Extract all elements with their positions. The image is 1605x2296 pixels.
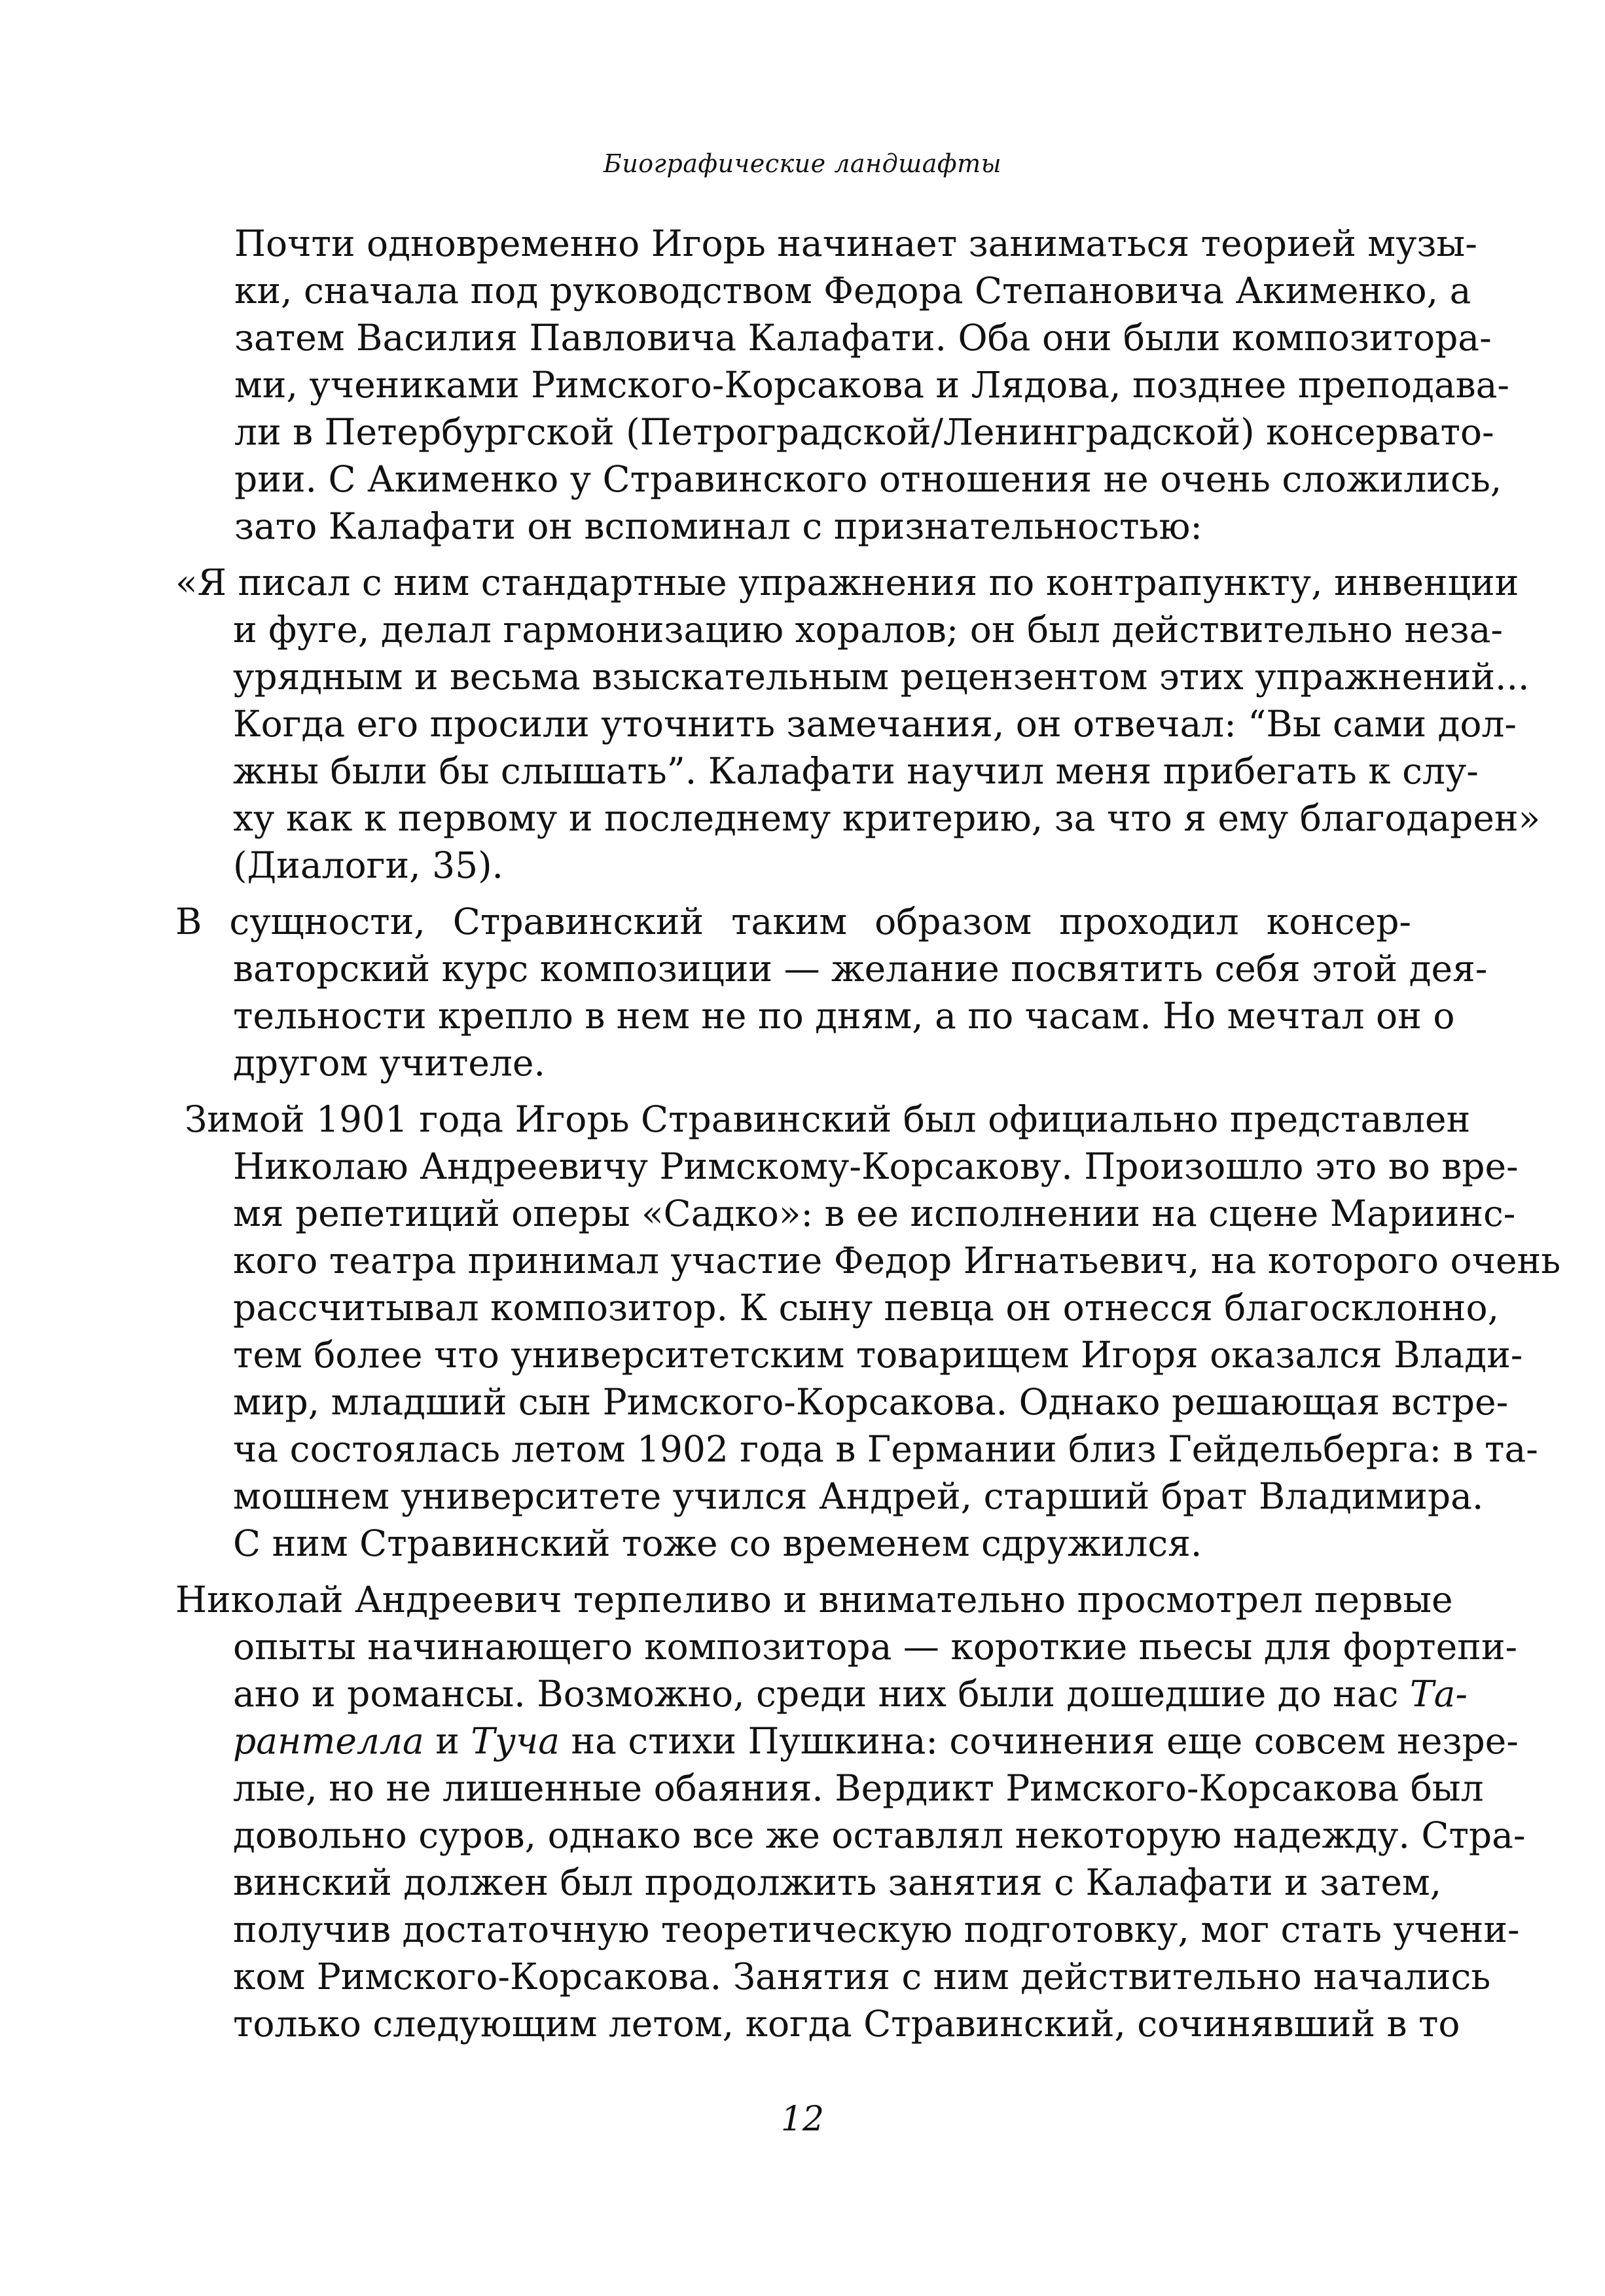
text-line: опыты начинающего композитора — короткие пьесы для фортепи- [233,1626,1518,1668]
text-line: С ним Стравинский тоже со временем сдружился. [233,1522,1202,1564]
text-line: получив достаточную теоретическую подготовку, мог стать учени- [233,1909,1520,1950]
text-line: ваторский курс композиции — желание посвятить себя этой дея- [233,948,1488,990]
paragraph-1 [175,220,1510,550]
text-line: ком Римского-Корсакова. Занятия с ним действительно начались [233,1956,1491,1998]
text-line: (Диалоги, 35). [233,844,504,886]
text-line: мя репетиций оперы «Садко»: в ее исполнении на сцене Мариинс- [233,1193,1516,1234]
text-line: рии. С Акименко у Стравинского отношения не очень сложились, [234,458,1502,500]
text-line: Почти одновременно Игорь начинает заниматься теорией музы- [234,223,1477,264]
text-line: затем Василия Павловича Калафати. Оба они были композитора- [234,317,1492,359]
text-line: Николай Андреевич терпеливо и внимательно просмотрел первые [175,1579,1453,1621]
body-text [175,220,1561,2047]
text-line: рассчитывал композитор. К сыну певца он отнесся благосклонно, [233,1287,1500,1329]
text-line: мошнем университете учился Андрей, старший брат Владимира. [233,1475,1484,1517]
text-line: тельности крепло в нем не по дням, а по часам. Но мечтал он о [233,995,1455,1037]
page-number: 12 [780,2100,825,2139]
text-line [175,1670,1468,1717]
text-line: Когда его просили уточнить замечания, он отвечал: “Вы сами дол- [233,703,1517,745]
text-line: Зимой 1901 года Игорь Стравинский был официально представлен [185,1098,1471,1140]
paragraph-3 [175,1096,1561,1567]
text-line: Николаю Андреевичу Римскому-Корсакову. Произошло это во вре- [233,1145,1519,1187]
text-line: ху как к первому и последнему критерию, за что я ему благодарен» [233,797,1541,839]
work-title-italic: Туча [471,1720,560,1762]
text-line: ли в Петербургской (Петроградской/Ленинградской) консервато- [234,411,1494,453]
text-line: тем более что университетским товарищем Игоря оказался Влади- [233,1334,1523,1376]
text-line: ча состоялась летом 1902 года в Германии близ Гейдельберга: в та- [233,1428,1538,1470]
text-line: довольно суров, однако все же оставлял некоторую надежду. Стра- [233,1814,1526,1856]
text-line: В сущности, Стравинский таким образом проходил консер- [175,901,1411,942]
text-line: винский должен был продолжить занятия с Калафати и затем, [233,1861,1442,1903]
text-line: урядным и весьма взыскательным рецензентом этих упражнений... [233,656,1530,698]
paragraph-4 [175,1576,1526,2047]
text-line: лые, но не лишенные обаяния. Вердикт Римского-Корсакова был [233,1767,1484,1809]
work-title-italic: Та- [1409,1673,1468,1715]
text-line: другом учителе. [233,1042,545,1084]
paragraph-2 [175,898,1488,1086]
text-line: жны были бы слышать”. Калафати научил меня прибегать к слу- [233,750,1479,792]
text-line [175,1717,1519,1765]
text-line: только следующим летом, когда Стравинский, сочинявший в то [233,2003,1460,2045]
work-title-italic: рантелла [233,1720,424,1762]
text-line: кого театра принимал участие Федор Игнатьевич, на которого очень [233,1240,1561,1282]
text-run: ано и романсы. Возможно, среди них были дошедшие до нас [233,1673,1410,1715]
text-run: на стихи Пушкина: сочинения еще совсем незре- [559,1720,1519,1762]
text-line: ми, учениками Римского-Корсакова и Лядова, позднее преподава- [234,364,1510,406]
text-line: мир, младший сын Римского-Корсакова. Однако решающая встре- [233,1381,1509,1423]
text-line: «Я писал с ним стандартные упражнения по контрапункту, инвенции [175,562,1519,603]
quote-block [175,559,1541,889]
text-line: и фуге, делал гармонизацию хоралов; он был действительно неза- [233,609,1503,651]
running-head: Биографические ландшафты [603,149,1002,178]
text-run: и [424,1720,471,1762]
text-line: зато Калафати он вспоминал с признательностью: [234,505,1202,547]
text-line: ки, сначала под руководством Федора Степановича Акименко, а [234,270,1471,312]
